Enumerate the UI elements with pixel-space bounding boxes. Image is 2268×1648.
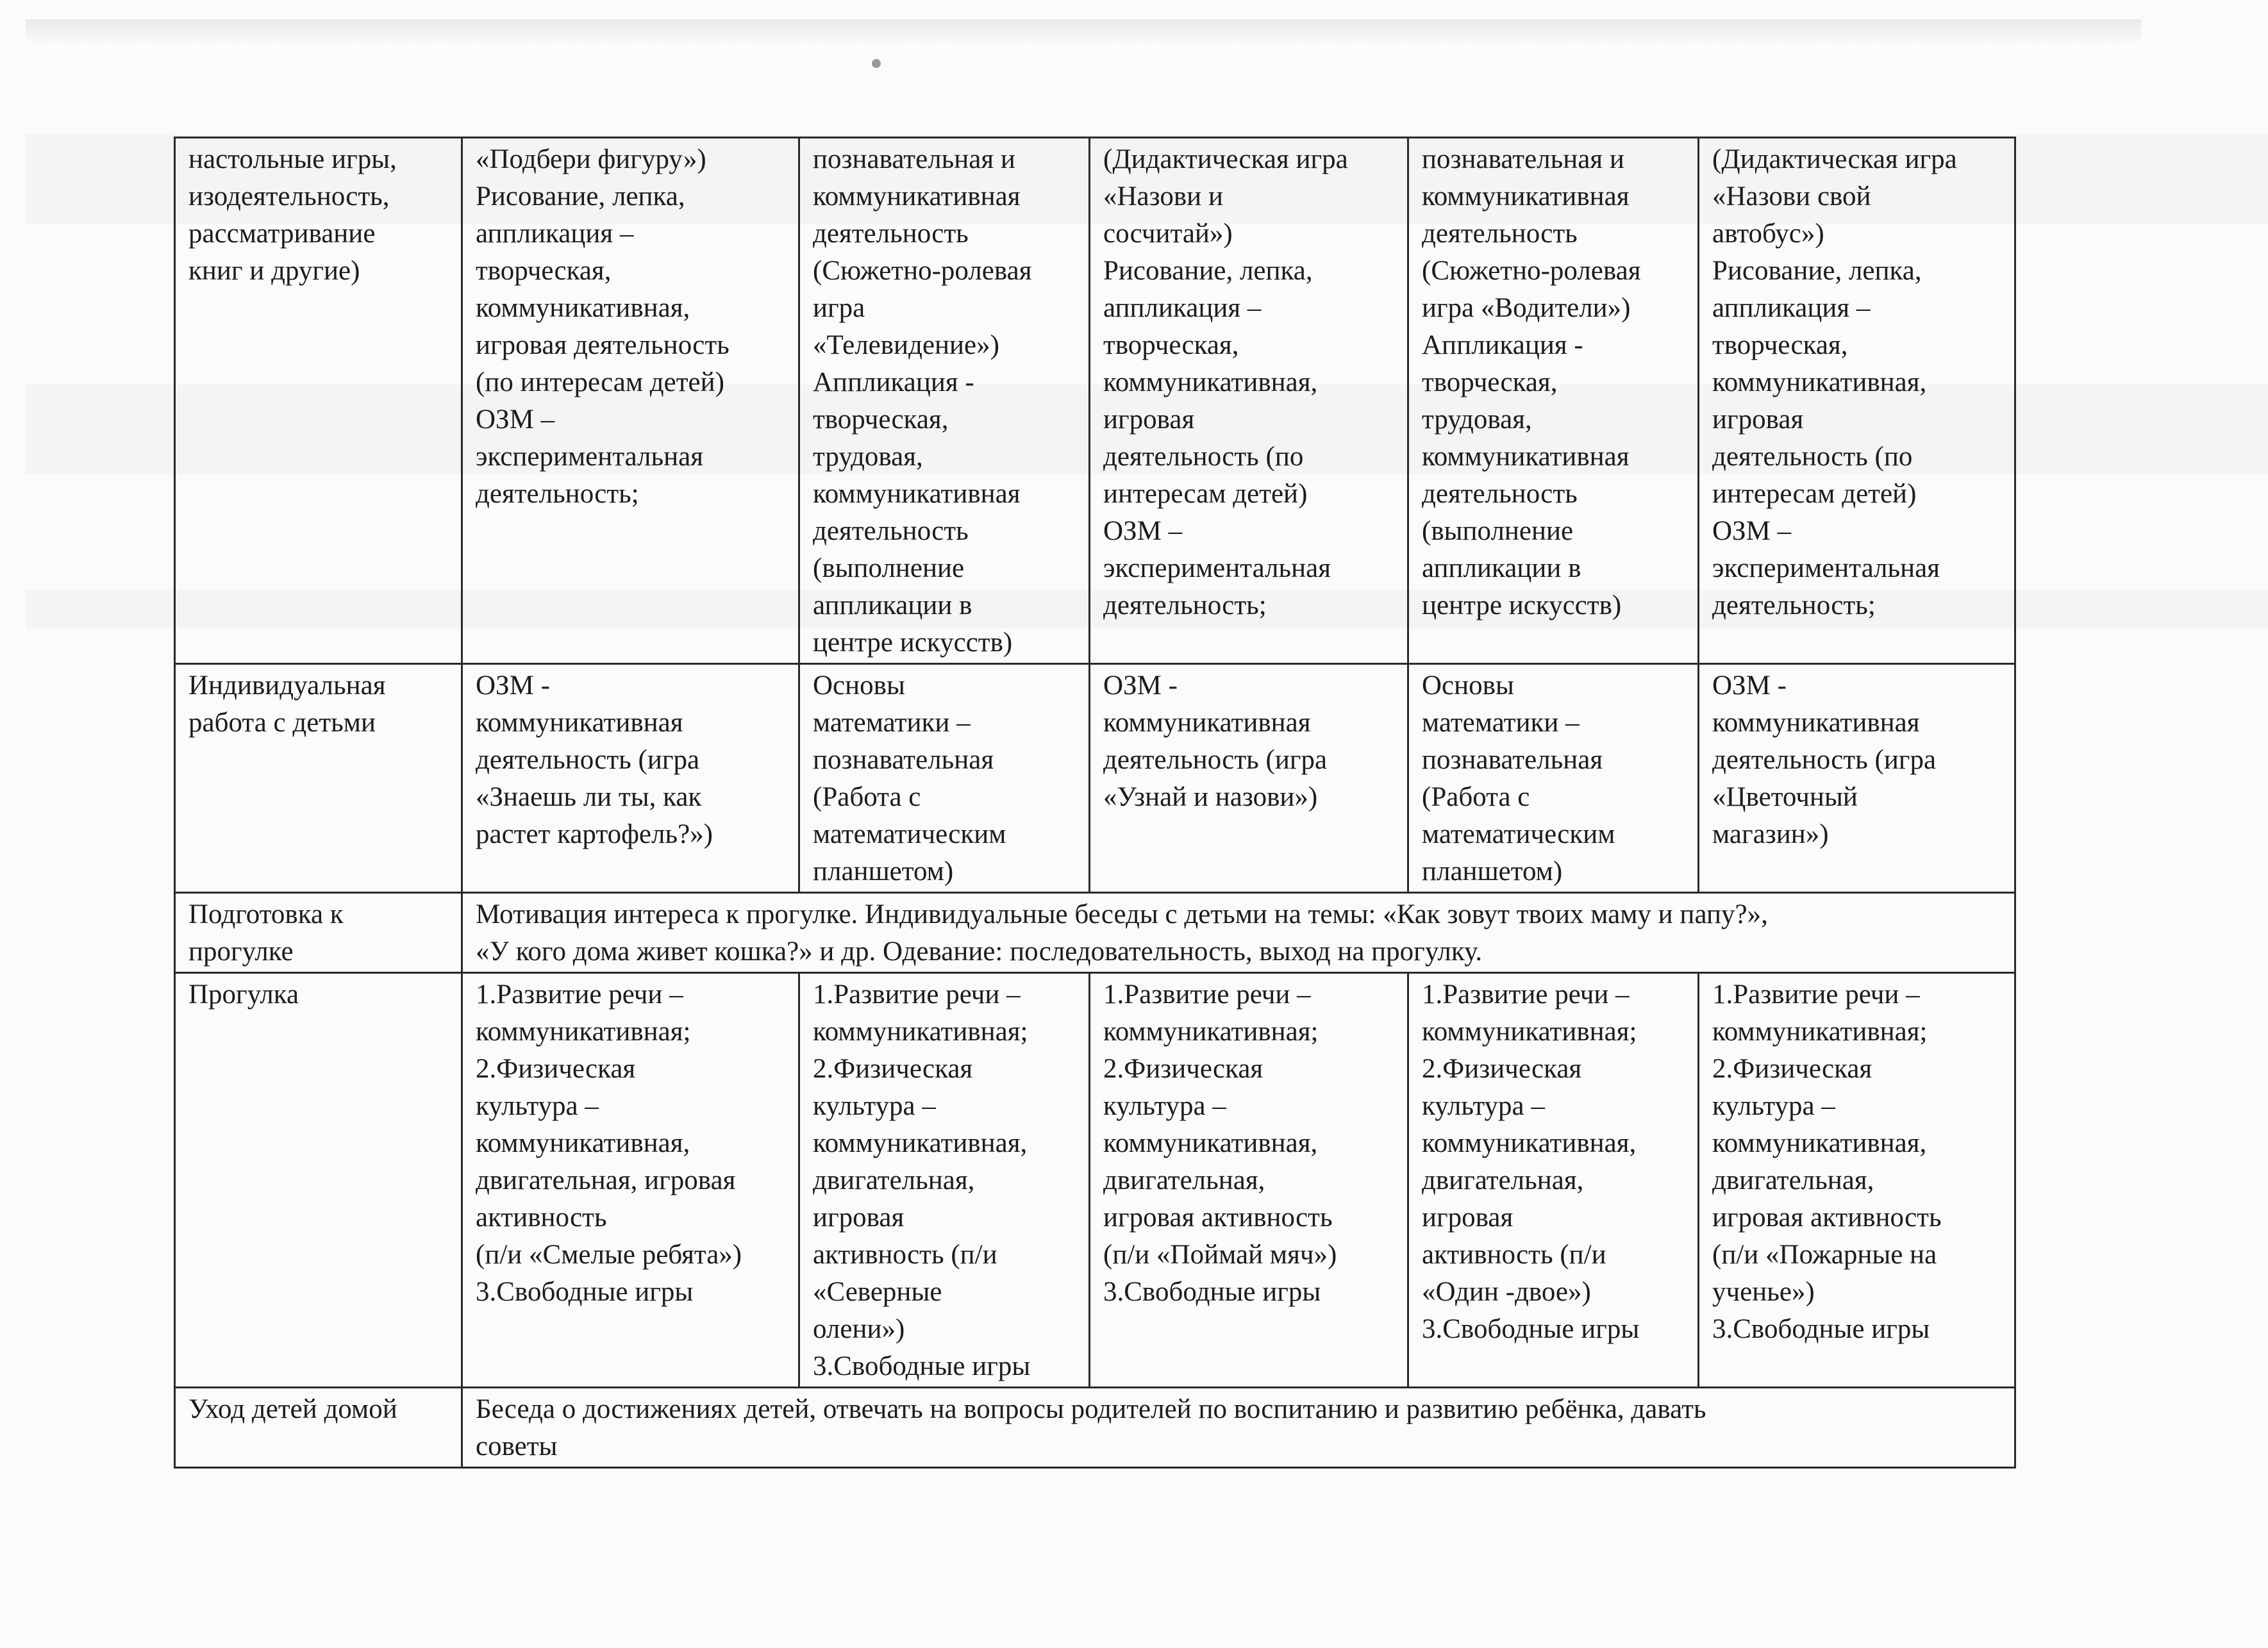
table-row-walk-preparation [175, 893, 2015, 973]
cell-wednesday: 1.Развитие речи – коммуникативная; 2.Физическая культура – коммуникативная, двигательная, игровая активность (п/и «Поймай мяч») 3.Свободные игры [1090, 973, 1408, 1388]
cell-friday: (Дидактическая игра «Назови свой автобус») Рисование, лепка, аппликация – творческая, коммуникативная, игровая деятельность (по интересам детей) ОЗМ – экспериментальная деятельность; [1699, 138, 2015, 664]
cell-monday: ОЗМ - коммуникативная деятельность (игра «Знаешь ли ты, как растет картофель?») [462, 664, 799, 893]
cell-tuesday: Основы математики – познавательная (Работа с математическим планшетом) [799, 664, 1090, 893]
cell-tuesday: 1.Развитие речи – коммуникативная; 2.Физическая культура – коммуникативная, двигательная, игровая активность (п/и «Северные олени») 3.Свободные игры [799, 973, 1090, 1388]
table-row-individual-work [175, 664, 2015, 893]
row-label-games: настольные игры, изодеятельность, рассматривание книг и другие) [175, 138, 462, 664]
scan-edge-shadow [26, 19, 2141, 45]
table-row-going-home [175, 1388, 2015, 1468]
scan-speck [872, 59, 881, 68]
row-label-walk-preparation: Подготовка к прогулке [175, 893, 462, 973]
table-row-walk [175, 973, 2015, 1388]
cell-monday: 1.Развитие речи – коммуникативная; 2.Физическая культура – коммуникативная, двигательная, игровая активность (п/и «Смелые ребята») 3.Свободные игры [462, 973, 799, 1388]
cell-wednesday: (Дидактическая игра «Назови и сосчитай») Рисование, лепка, аппликация – творческая, коммуникативная, игровая деятельность (по интересам детей) ОЗМ – экспериментальная деятельность; [1090, 138, 1408, 664]
cell-thursday: Основы математики – познавательная (Работа с математическим планшетом) [1408, 664, 1699, 893]
schedule-table [174, 137, 2016, 1469]
merged-cell-walk-preparation: Мотивация интереса к прогулке. Индивидуальные беседы с детьми на темы: «Как зовут твоих маму и папу?», «У кого дома живет кошка?» и др. Одевание: последовательность, выход на прогулку. [462, 893, 2015, 973]
merged-cell-going-home: Беседа о достижениях детей, отвечать на вопросы родителей по воспитанию и развитию ребёнка, давать советы [462, 1388, 2015, 1468]
row-label-going-home: Уход детей домой [175, 1388, 462, 1468]
row-label-walk: Прогулка [175, 973, 462, 1388]
cell-thursday: познавательная и коммуникативная деятельность (Сюжетно-ролевая игра «Водители») Аппликация - творческая, трудовая, коммуникативная деятельность (выполнение аппликации в центре искусств) [1408, 138, 1699, 664]
cell-friday: ОЗМ - коммуникативная деятельность (игра «Цветочный магазин») [1699, 664, 2015, 893]
cell-friday: 1.Развитие речи – коммуникативная; 2.Физическая культура – коммуникативная, двигательная, игровая активность (п/и «Пожарные на ученье») 3.Свободные игры [1699, 973, 2015, 1388]
row-label-individual-work: Индивидуальная работа с детьми [175, 664, 462, 893]
cell-tuesday: познавательная и коммуникативная деятельность (Сюжетно-ролевая игра «Телевидение») Аппликация - творческая, трудовая, коммуникативная деятельность (выполнение аппликации в центре искусств) [799, 138, 1090, 664]
cell-wednesday: ОЗМ - коммуникативная деятельность (игра «Узнай и назови») [1090, 664, 1408, 893]
table-row-games [175, 138, 2015, 664]
cell-thursday: 1.Развитие речи – коммуникативная; 2.Физическая культура – коммуникативная, двигательная, игровая активность (п/и «Один -двое») 3.Свободные игры [1408, 973, 1699, 1388]
cell-monday: «Подбери фигуру») Рисование, лепка, аппликация – творческая, коммуникативная, игровая деятельность (по интересам детей) ОЗМ – экспериментальная деятельность; [462, 138, 799, 664]
